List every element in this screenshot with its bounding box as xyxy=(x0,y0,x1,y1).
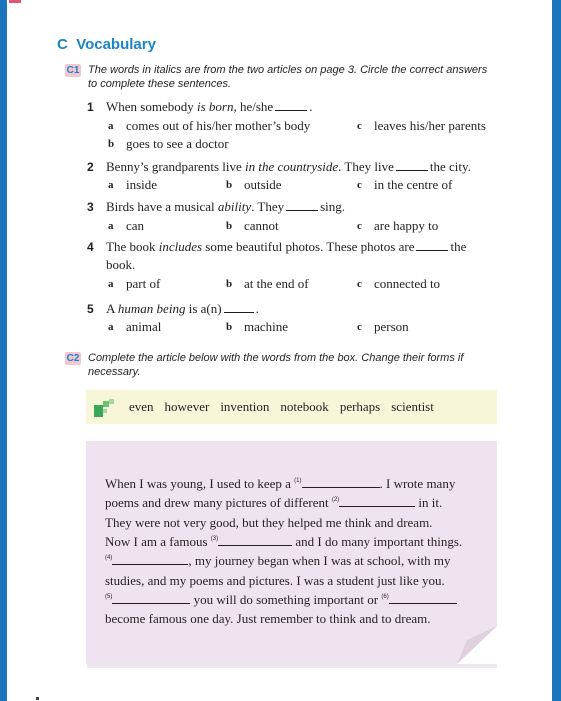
option-5a[interactable]: animal xyxy=(126,319,162,334)
gap-number: (6) xyxy=(381,593,389,600)
word-item: even xyxy=(129,399,154,414)
page-curl xyxy=(457,626,497,664)
option-letter: b xyxy=(226,321,233,333)
question-text: the xyxy=(450,239,467,254)
word-item: however xyxy=(164,399,210,414)
option-letter: a xyxy=(108,120,114,132)
option-letter: c xyxy=(357,120,362,132)
option-letter: b xyxy=(226,220,233,232)
answer-blank[interactable] xyxy=(396,160,428,171)
c2-instruction-line1: Complete the article below with the words from the box. Change their forms if xyxy=(88,352,464,364)
answer-blank[interactable] xyxy=(286,200,318,211)
article-fragment: in it. xyxy=(415,495,443,511)
c2-instruction xyxy=(88,351,463,379)
c2-instruction-line2: necessary. xyxy=(88,366,141,378)
word-item: invention xyxy=(220,399,270,414)
question-text: Birds have a musical xyxy=(106,199,218,214)
word-item: notebook xyxy=(280,399,329,414)
article-line xyxy=(105,493,442,512)
article-fragment: Now I am a famous xyxy=(105,533,211,549)
article-line xyxy=(105,590,457,609)
question-text: , he/she xyxy=(233,99,274,114)
top-accent xyxy=(9,0,21,3)
question-text: some beautiful photos. These photos are xyxy=(202,239,415,254)
section-heading xyxy=(57,36,156,53)
question-number: 2 xyxy=(87,160,94,174)
question-text: . xyxy=(255,301,259,316)
option-3c[interactable]: are happy to xyxy=(374,218,439,233)
article-fragment: you will do something important or xyxy=(190,591,382,607)
option-3a[interactable]: can xyxy=(126,218,145,233)
question-3 xyxy=(106,199,345,215)
section-letter: C xyxy=(57,36,68,53)
question-4-continued: book. xyxy=(106,257,136,272)
option-letter: a xyxy=(108,220,114,232)
article-fragment: When I was young, I used to keep a xyxy=(105,476,295,491)
article-fragment: , my journey began when I was at school, with my xyxy=(188,553,451,569)
question-number: 1 xyxy=(87,100,94,114)
article-fragment: . I wrote many xyxy=(379,476,456,491)
gap-1-blank[interactable] xyxy=(302,476,380,488)
article-line: They were not very good, but they helped me think and dream. xyxy=(105,514,433,530)
option-4a[interactable]: part of xyxy=(126,276,161,291)
option-3b[interactable]: cannot xyxy=(244,218,279,233)
option-letter: c xyxy=(357,179,362,191)
gap-number: (2) xyxy=(331,497,340,504)
question-5 xyxy=(106,301,259,317)
exercise-badge-c2: C2 xyxy=(66,353,80,364)
option-letter: c xyxy=(357,220,362,232)
page-mark xyxy=(36,697,39,700)
question-text: the city. xyxy=(429,159,471,174)
option-5c[interactable]: person xyxy=(374,319,409,334)
question-text: . They live xyxy=(338,159,394,174)
gap-number: (4) xyxy=(105,555,113,562)
question-2 xyxy=(106,159,471,175)
gap-5-blank[interactable] xyxy=(112,592,190,604)
word-item: perhaps xyxy=(339,399,381,414)
question-italic: ability xyxy=(217,199,252,214)
article-line: studies, and my poems and pictures. I was a student just like you. xyxy=(105,572,445,588)
question-italic: in the countryside xyxy=(245,159,339,174)
question-4 xyxy=(106,239,466,255)
question-text: Benny’s grandparents live xyxy=(106,159,245,174)
c1-instruction-line2: to complete these sentences. xyxy=(88,78,232,90)
article-fragment: and I do many important things. xyxy=(292,533,463,549)
question-italic: human being xyxy=(117,301,186,316)
question-1 xyxy=(106,99,312,115)
question-text: . xyxy=(309,99,313,114)
option-letter: c xyxy=(357,278,362,290)
question-text: When somebody xyxy=(106,99,197,114)
answer-blank[interactable] xyxy=(224,302,254,313)
question-number: 3 xyxy=(87,200,94,214)
option-letter: b xyxy=(226,278,233,290)
word-box xyxy=(86,390,497,424)
option-letter: a xyxy=(108,321,114,333)
question-italic: is born xyxy=(196,99,234,114)
option-2a[interactable]: inside xyxy=(126,177,158,192)
gap-2-blank[interactable] xyxy=(339,495,415,507)
question-text: The book xyxy=(106,239,159,254)
option-2c[interactable]: in the centre of xyxy=(374,177,453,192)
option-4c[interactable]: connected to xyxy=(374,276,441,291)
option-1c[interactable]: leaves his/her parents xyxy=(374,118,486,133)
gap-number: (1) xyxy=(294,478,302,484)
exercise-badge-c1: C1 xyxy=(66,65,80,76)
option-letter: c xyxy=(357,321,362,333)
question-number: 5 xyxy=(87,302,94,316)
option-letter: b xyxy=(226,179,233,191)
gap-6-blank[interactable] xyxy=(389,592,457,604)
option-2b[interactable]: outside xyxy=(244,177,282,192)
question-text: is a(n) xyxy=(185,301,222,316)
gap-number: (5) xyxy=(105,593,113,600)
article-line xyxy=(105,551,450,570)
answer-blank[interactable] xyxy=(275,100,307,111)
article-line xyxy=(105,474,455,493)
option-letter: a xyxy=(108,179,114,191)
section-title: Vocabulary xyxy=(76,36,156,53)
article-line xyxy=(105,532,462,551)
question-text: . They xyxy=(251,199,285,214)
word-item: scientist xyxy=(391,399,434,414)
option-letter: a xyxy=(108,278,114,290)
page-border-right xyxy=(552,0,561,701)
gap-4-blank[interactable] xyxy=(112,553,188,565)
c1-instruction xyxy=(88,63,487,91)
question-text: A xyxy=(106,301,118,316)
option-1a[interactable]: comes out of his/her mother’s body xyxy=(126,118,311,133)
question-italic: includes xyxy=(158,239,203,254)
gap-number: (3) xyxy=(210,535,219,542)
gap-3-blank[interactable] xyxy=(218,534,292,546)
option-4b[interactable]: at the end of xyxy=(244,276,309,291)
question-text: sing. xyxy=(320,199,346,214)
option-letter: b xyxy=(108,138,115,150)
article-line: become famous one day. Just remember to think and to dream. xyxy=(105,611,431,627)
word-list xyxy=(129,399,445,415)
question-number: 4 xyxy=(87,240,94,254)
option-1b[interactable]: goes to see a doctor xyxy=(126,136,229,151)
c1-instruction-line1: The words in italics are from the two articles on page 3. Circle the correct answers xyxy=(88,64,488,76)
page-border-left xyxy=(0,0,7,701)
article-fragment: poems and drew many pictures of different xyxy=(105,495,332,511)
answer-blank[interactable] xyxy=(416,240,448,251)
option-5b[interactable]: machine xyxy=(244,319,289,334)
word-box-icon xyxy=(94,399,114,417)
